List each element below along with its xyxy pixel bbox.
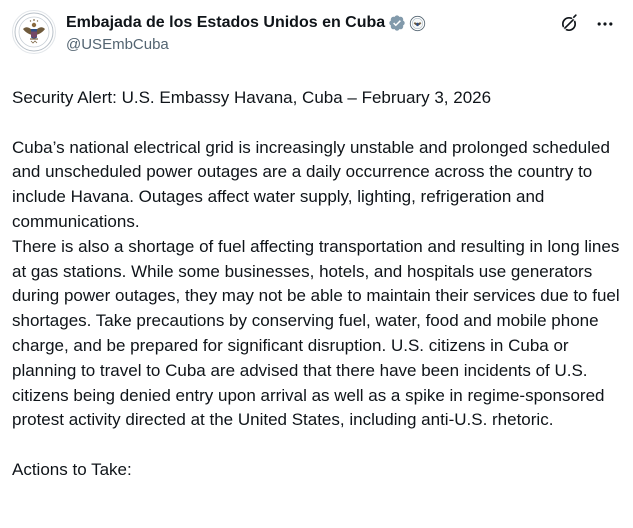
display-name[interactable]: Embajada de los Estados Unidos en Cuba [66,14,386,31]
handle[interactable]: @USEmbCuba [66,36,169,53]
post-title: Security Alert: U.S. Embassy Havana, Cuba – February 3, 2026 [12,88,492,107]
post-paragraph-1: Cuba’s national electrical grid is increasingly unstable and prolonged scheduled and unscheduled power outages are a daily occurrence across the country to include Havana. Outages affect water supply, lighting, refrigeration and communications. [12,137,610,231]
affiliate-badge-icon [409,15,426,32]
post-text [12,86,624,483]
verified-badge-icon [388,14,406,32]
grok-icon[interactable] [559,14,579,34]
header-actions [559,14,615,34]
post-header [12,10,621,60]
avatar[interactable] [12,10,56,54]
embassy-seal-icon [14,12,54,52]
paragraph-gap [12,433,624,458]
post-paragraph-2: There is also a shortage of fuel affecting transportation and resulting in long lines at gas stations. While some businesses, hotels, and hospitals use generators during power outages, they may not be able to maintain their services due to fuel shortages. Take precautions by conserving fuel, water, food and mobile phone charge, and be prepared for significant disruption. U.S. citizens in Cuba or planning to travel to Cuba are advised that there have been incidents of U.S. citizens being denied entry upon arrival as well as a spike in regime-sponsored protest activity directed at the United States, including anti-U.S. rhetoric. [12,236,620,430]
name-row [66,13,426,33]
account-identity [66,13,426,55]
actions-heading: Actions to Take: [12,459,132,479]
paragraph-gap [12,111,624,136]
more-icon[interactable] [595,14,615,34]
